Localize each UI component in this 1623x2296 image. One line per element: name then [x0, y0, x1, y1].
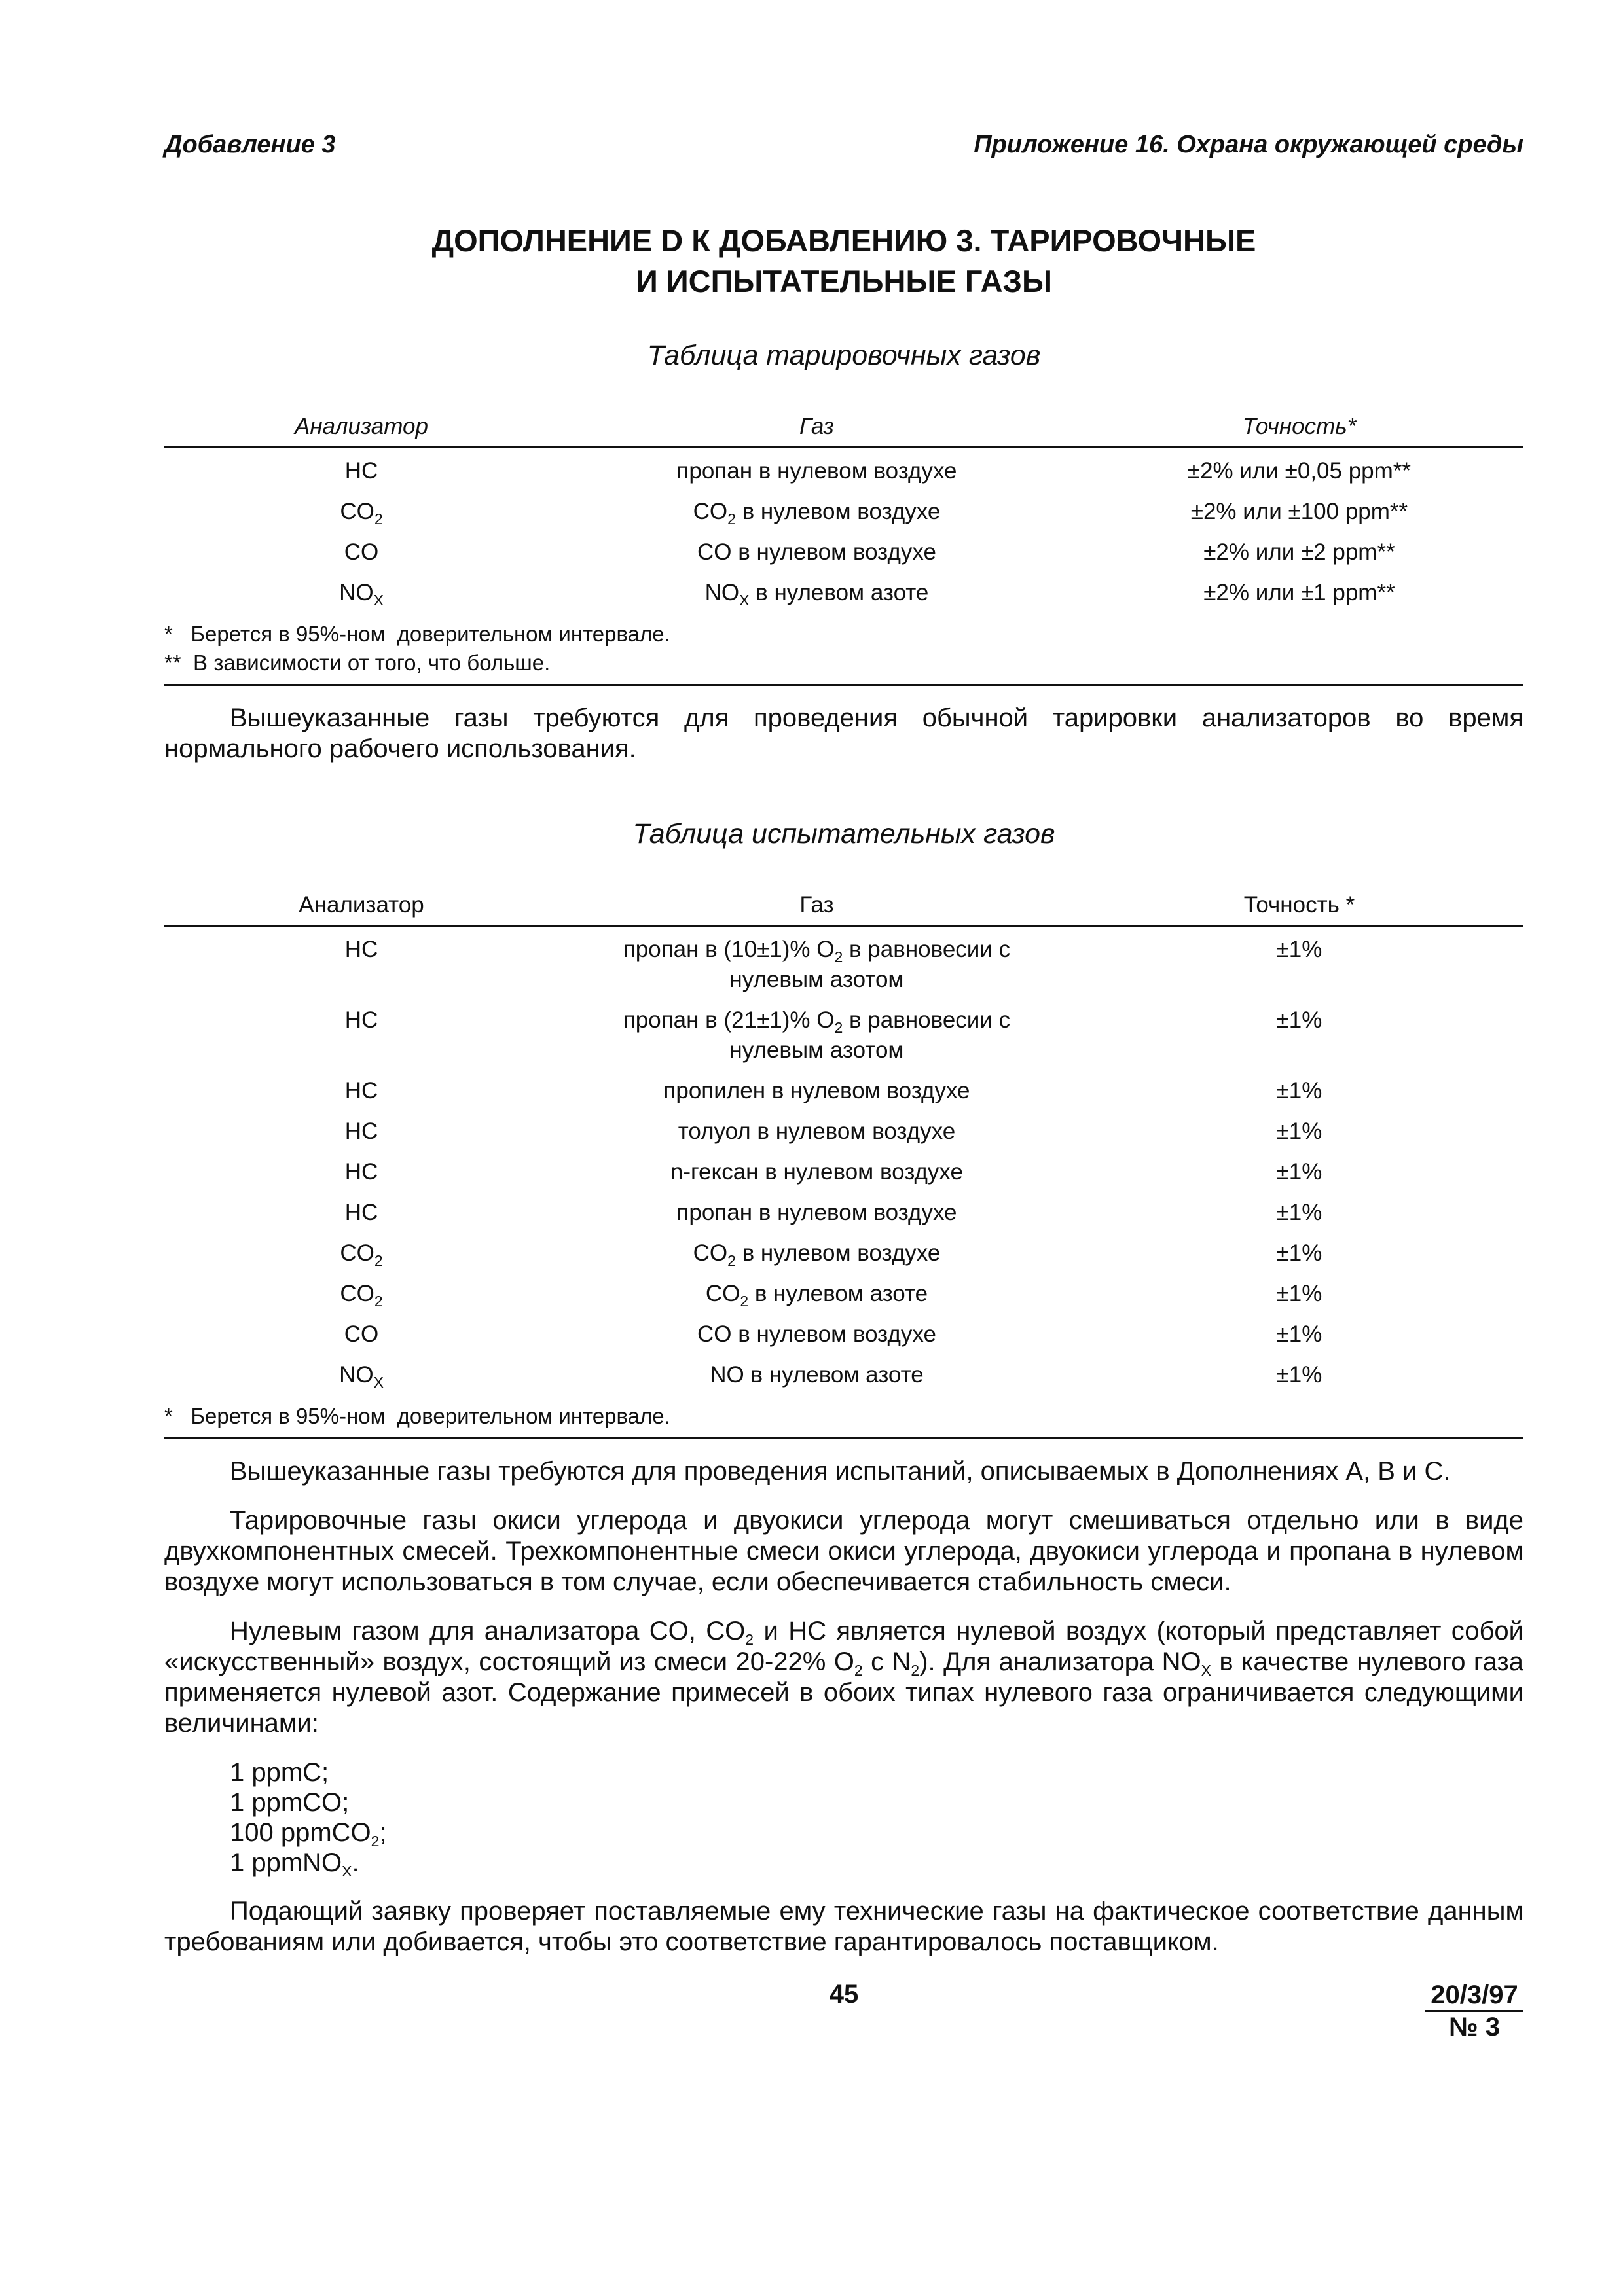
calibration-table-caption: Таблица тарировочных газов	[647, 340, 1041, 371]
analyzer-cell: HC	[344, 1200, 378, 1225]
gas-cell: CO в нулевом воздухе	[697, 539, 936, 565]
paragraph-calibration: Вышеуказанные газы требуются для проведения обычной тарировки анализаторов во время нормального рабочего использования.	[164, 704, 1523, 763]
impurity-limits-list	[164, 1757, 1523, 1878]
footnote: * Берется в 95%-ном доверительном интервале.	[164, 622, 670, 646]
accuracy-cell: ±1%	[1276, 1321, 1322, 1347]
table-row	[164, 527, 1523, 567]
accuracy-cell: ±2% или ±0,05 ppm**	[1187, 458, 1412, 484]
analyzer-cell: $CO_2$	[340, 1281, 383, 1310]
gas-cell: CO в нулевом воздухе	[697, 1321, 936, 1347]
gas-cell: $NO_X$ в нулевом азоте	[704, 580, 929, 609]
gas-cell: NO в нулевом азоте	[710, 1362, 924, 1388]
analyzer-cell: HC	[344, 1159, 378, 1185]
table-row	[164, 1350, 1523, 1390]
accuracy-cell: ±1%	[1276, 1362, 1322, 1388]
title-line-1: ДОПОЛНЕНИЕ D К ДОБАВЛЕНИЮ 3. ТАРИРОВОЧНЫЕ	[431, 223, 1256, 258]
table-row	[164, 1106, 1523, 1147]
footnote: ** В зависимости от того, что больше.	[164, 651, 551, 675]
table-row	[164, 1228, 1523, 1268]
paragraph-mixtures: Тарировочные газы окиси углерода и двуокиси углерода могут смешиваться отдельно или в виде двухкомпонентных смесей. Трехкомпонентные смеси окиси углерода, двуокиси углерода и пропана в нулевом воздухе могут использоваться в том случае, если обеспечивается стабильность смеси.	[164, 1506, 1523, 1596]
column-header-accuracy: Точность*	[1075, 412, 1523, 448]
document-page	[164, 131, 1523, 1958]
paragraph-zero-gas: Нулевым газом для анализатора CO, $CO_2$ и HC является нулевой воздух (который представляет собой «искусственный» воздух, состоящий из смеси 20-22% $O_2$ с $N_2$). Для анализатора $NO_X$ в качестве нулевого газа применяется нулевой азот. Содержание примесей в обоих типах нулевого газа ограничивается следующими величинами:	[164, 1617, 1524, 1738]
table-row	[164, 995, 1523, 1066]
table-row	[164, 486, 1523, 527]
calibration-gas-table	[164, 412, 1523, 608]
table-row	[164, 926, 1523, 996]
gas-cell: пропилен в нулевом воздухе	[663, 1078, 970, 1103]
accuracy-cell: ±1%	[1276, 1200, 1322, 1225]
test-gas-table	[164, 891, 1523, 1390]
analyzer-cell: $NO_X$	[339, 580, 384, 609]
accuracy-cell: ±2% или ±1 ppm**	[1203, 580, 1395, 605]
paragraph-supplier: Подающий заявку проверяет поставляемые ему технические газы на фактическое соответствие данным требованиям или добивается, чтобы это соответствие гарантировалось поставщиком.	[164, 1897, 1523, 1956]
accuracy-cell: ±1%	[1276, 1119, 1322, 1144]
analyzer-cell: HC	[344, 1007, 378, 1033]
analyzer-cell: CO	[344, 1321, 379, 1347]
gas-cell: $CO_2$ в нулевом воздухе	[693, 499, 941, 528]
table-row	[164, 448, 1523, 487]
running-header	[164, 131, 1523, 159]
table-row	[164, 567, 1523, 608]
gas-cell: $CO_2$ в нулевом азоте	[705, 1281, 928, 1310]
table-row	[164, 1066, 1523, 1106]
accuracy-cell: ±1%	[1276, 937, 1322, 962]
gas-cell: $CO_2$ в нулевом воздухе	[693, 1240, 941, 1269]
list-item: 1 ppmC;	[230, 1758, 329, 1787]
calibration-table-notes	[164, 608, 1523, 686]
table-row	[164, 1187, 1523, 1228]
accuracy-cell: ±1%	[1276, 1078, 1322, 1103]
column-header-gas: Газ	[558, 891, 1075, 926]
gas-cell: n-гексан в нулевом воздухе	[670, 1159, 963, 1185]
accuracy-cell: ±1%	[1276, 1007, 1322, 1033]
issue-block	[1425, 1980, 1523, 2042]
accuracy-cell: ±1%	[1276, 1281, 1322, 1306]
accuracy-cell: ±1%	[1276, 1159, 1322, 1185]
analyzer-cell: $CO_2$	[340, 499, 383, 528]
column-header-analyzer: Анализатор	[164, 412, 558, 448]
issue-number: № 3	[1449, 2013, 1500, 2041]
gas-cell: пропан в (21±1)% $O_2$ в равновесии с нулевым азотом	[623, 1007, 1011, 1063]
analyzer-cell: HC	[344, 1078, 378, 1103]
page-number: 45	[829, 1980, 859, 2009]
accuracy-cell: ±1%	[1276, 1240, 1322, 1266]
analyzer-cell: HC	[344, 937, 378, 962]
page-footer	[164, 1980, 1523, 2058]
analyzer-cell: HC	[344, 458, 378, 484]
analyzer-cell: HC	[344, 1119, 378, 1144]
issue-date: 20/3/97	[1425, 1980, 1523, 2012]
accuracy-cell: ±2% или ±2 ppm**	[1203, 539, 1395, 565]
gas-cell: пропан в нулевом воздухе	[676, 458, 957, 484]
column-header-analyzer: Анализатор	[164, 891, 558, 926]
test-table-notes	[164, 1390, 1523, 1439]
accuracy-cell: ±2% или ±100 ppm**	[1190, 499, 1408, 524]
table-header-row	[164, 891, 1523, 926]
header-right: Приложение 16. Охрана окружающей среды	[974, 131, 1523, 158]
footnote: * Берется в 95%-ном доверительном интервале.	[164, 1404, 670, 1428]
document-title	[164, 221, 1523, 302]
list-item: 100 ppmCO$_2$;	[230, 1818, 387, 1850]
list-item: 1 ppmCO;	[230, 1788, 350, 1817]
table-row	[164, 1268, 1523, 1309]
column-header-accuracy: Точность *	[1075, 891, 1523, 926]
table-row	[164, 1309, 1523, 1350]
column-header-gas: Газ	[558, 412, 1075, 448]
test-table-caption: Таблица испытательных газов	[632, 818, 1055, 850]
header-left: Добавление 3	[164, 131, 336, 158]
gas-cell: толуол в нулевом воздухе	[678, 1119, 956, 1144]
list-item: 1 ppmNO$_X$.	[230, 1848, 359, 1880]
analyzer-cell: $NO_X$	[339, 1362, 384, 1391]
table-header-row	[164, 412, 1523, 448]
gas-cell: пропан в (10±1)% $O_2$ в равновесии с нулевым азотом	[623, 937, 1011, 992]
table-row	[164, 1147, 1523, 1187]
analyzer-cell: $CO_2$	[340, 1240, 383, 1269]
analyzer-cell: CO	[344, 539, 379, 565]
paragraph-tests: Вышеуказанные газы требуются для проведения испытаний, описываемых в Дополнениях A, B и C.	[230, 1457, 1451, 1486]
title-line-2: И ИСПЫТАТЕЛЬНЫЕ ГАЗЫ	[636, 264, 1052, 298]
gas-cell: пропан в нулевом воздухе	[676, 1200, 957, 1225]
